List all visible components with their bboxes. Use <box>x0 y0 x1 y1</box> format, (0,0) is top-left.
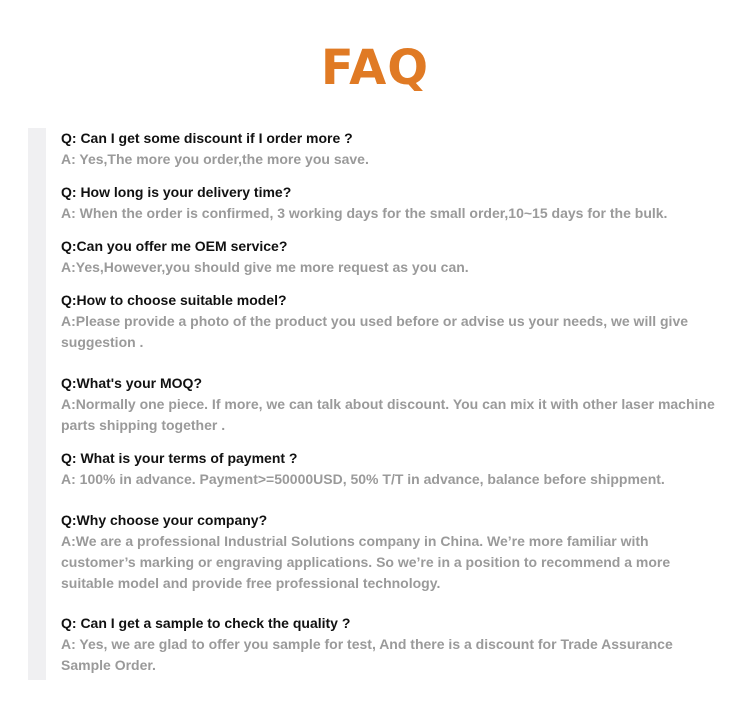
faq-answer: A: Yes,The more you order,the more you save. <box>61 151 369 167</box>
faq-answer: A: Yes, we are glad to offer you sample for test, And there is a discount for Trade Assurance Sample Order. <box>61 636 673 673</box>
faq-item <box>61 510 673 594</box>
faq-question: Q:What's your MOQ? <box>61 375 202 391</box>
faq-question: Q:How to choose suitable model? <box>61 292 287 308</box>
faq-question: Q:Why choose your company? <box>61 512 268 528</box>
faq-question: Q: What is your terms of payment ? <box>61 450 298 466</box>
faq-answer: A:Yes,However,you should give me more request as you can. <box>61 259 469 275</box>
faq-item <box>61 236 721 278</box>
faq-item <box>61 128 721 170</box>
faq-answer: A: 100% in advance. Payment>=50000USD, 50% T/T in advance, balance before shippment. <box>61 471 665 487</box>
faq-item <box>61 373 721 436</box>
faq-question: Q: How long is your delivery time? <box>61 184 292 200</box>
faq-item <box>61 448 721 490</box>
left-divider-bar <box>28 128 46 680</box>
faq-question: Q:Can you offer me OEM service? <box>61 238 288 254</box>
faq-item <box>61 182 721 224</box>
faq-item <box>61 290 691 353</box>
faq-answer: A:Please provide a photo of the product you used before or advise us your needs, we will give suggestion . <box>61 313 689 350</box>
page-title: FAQ <box>320 40 430 96</box>
faq-answer: A:We are a professional Industrial Solutions company in China. We’re more familiar with customer’s marking or engraving applications. So we’re in a position to recommend a more suitable model and provide free professional technology. <box>61 533 671 591</box>
faq-answer: A:Normally one piece. If more, we can talk about discount. You can mix it with other laser machine parts shipping together . <box>61 396 715 433</box>
faq-question: Q: Can I get a sample to check the quality ? <box>61 615 351 631</box>
faq-question: Q: Can I get some discount if I order more ? <box>61 130 353 146</box>
faq-answer: A: When the order is confirmed, 3 working days for the small order,10~15 days for the bulk. <box>61 205 668 221</box>
faq-item <box>61 613 681 676</box>
